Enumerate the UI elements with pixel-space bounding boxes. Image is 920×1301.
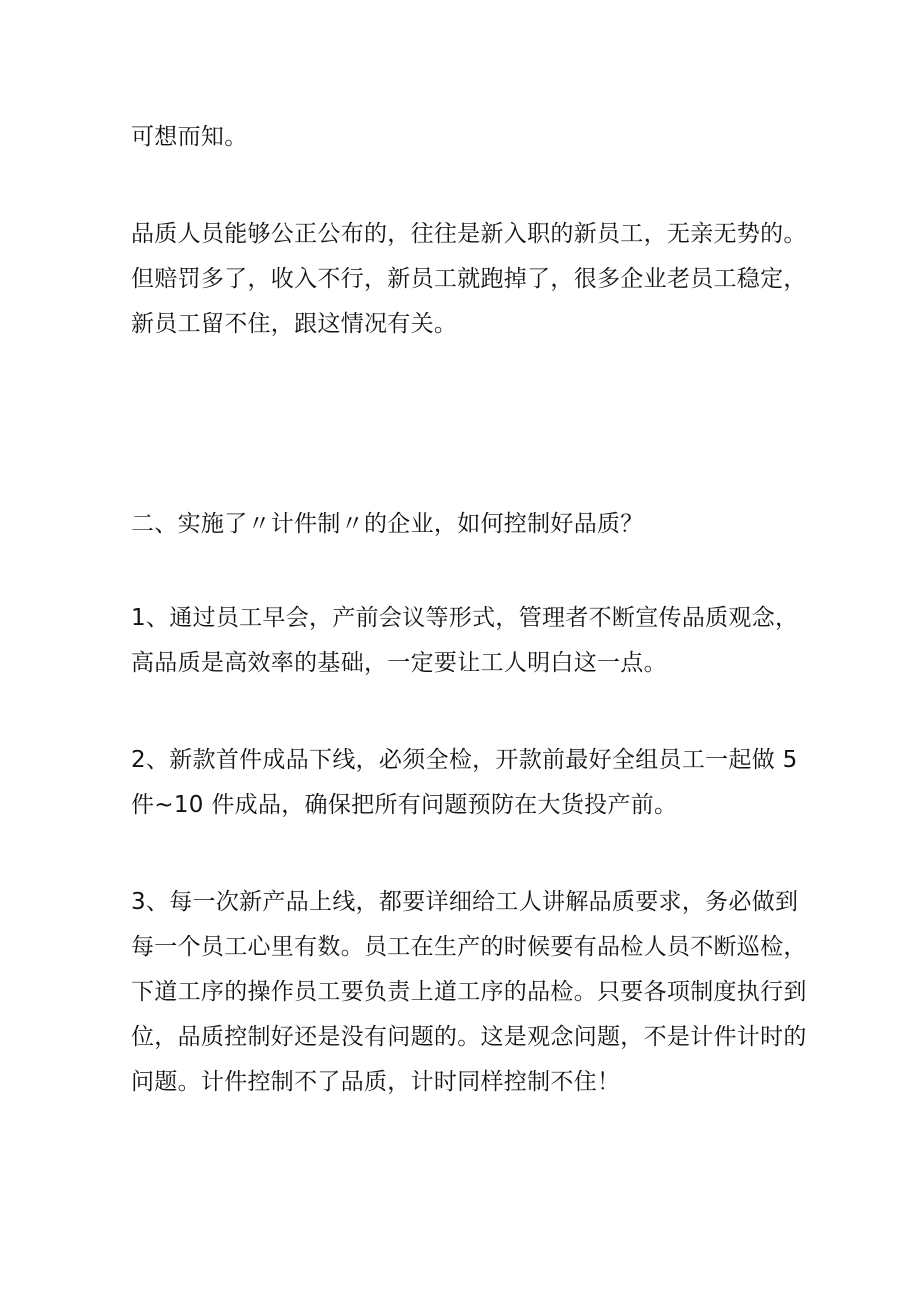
text-line: 1、通过员工早会，产前会议等形式，管理者不断宣传品质观念，	[131, 605, 799, 631]
text-line: 2、新款首件成品下线，必须全检，开款前最好全组员工一起做 5	[131, 747, 798, 773]
text-line: 问题。计件控制不了品质，计时同样控制不住！	[131, 1069, 621, 1095]
text-line: 新员工留不住，跟这情况有关。	[131, 311, 458, 337]
heading-text: 二、实施了〃计件制〃的企业，如何控制好品质？	[131, 511, 644, 537]
text-line: 但赔罚多了，收入不行，新员工就跑掉了，很多企业老员工稳定，	[131, 266, 807, 292]
text-line: 高品质是高效率的基础，一定要让工人明白这一点。	[131, 650, 667, 676]
text-line: 每一个员工心里有数。员工在生产的时候要有品检人员不断巡检，	[131, 934, 807, 960]
text-line: 3、每一次新产品上线，都要详细给工人讲解品质要求，务必做到	[131, 889, 799, 915]
text-line: 位，品质控制好还是没有问题的。这是观念问题，不是计件计时的	[131, 1024, 807, 1050]
text-line: 下道工序的操作员工要负责上道工序的品检。只要各项制度执行到	[131, 979, 807, 1005]
text-line: 件~10 件成品，确保把所有问题预防在大货投产前。	[131, 792, 678, 818]
text-line: 可想而知。	[131, 124, 248, 150]
text-line: 品质人员能够公正公布的，往往是新入职的新员工，无亲无势的。	[131, 221, 807, 247]
